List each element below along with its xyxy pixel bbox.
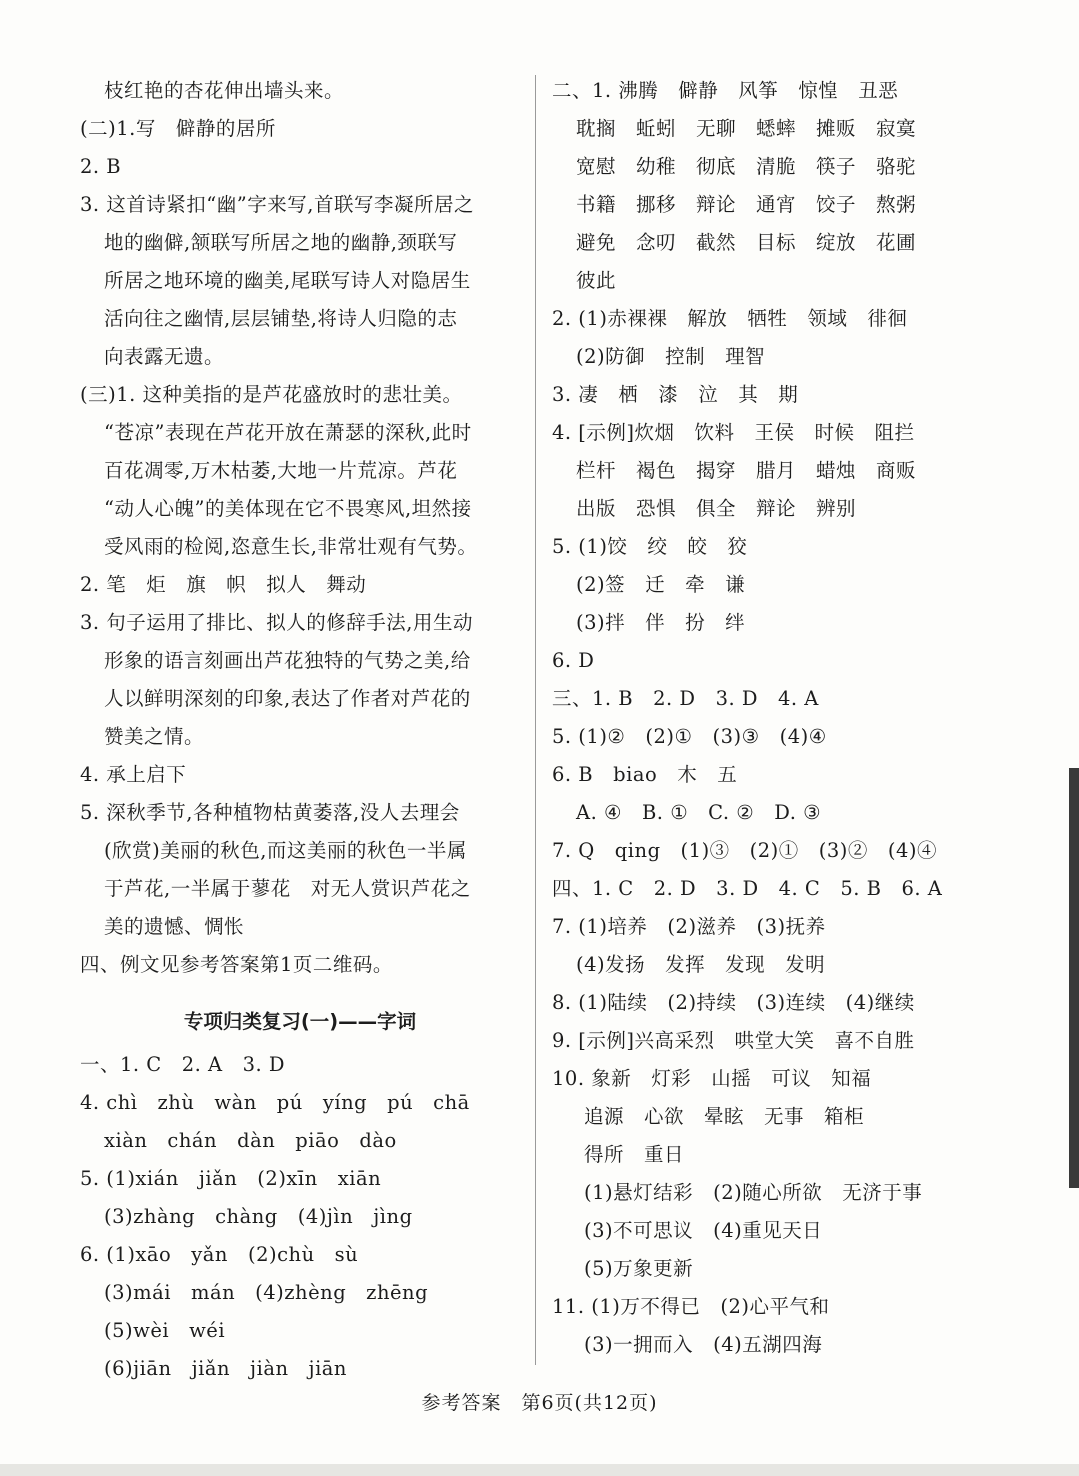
answer-line: (二)1.写 僻静的居所 <box>80 117 276 140</box>
answer-line: 5. (1)② (2)① (3)③ (4)④ <box>552 725 827 748</box>
page-footer: 参考答案 第6页(共12页) <box>421 1392 658 1414</box>
answer-line: 形象的语言刻画出芦花独特的气势之美,给 <box>104 649 471 672</box>
answer-line: (欣赏)美丽的秋色,而这美丽的秋色一半属 <box>104 839 467 862</box>
answer-line: 向表露无遗。 <box>104 345 225 368</box>
answer-line: 3. 凄 栖 漆 泣 其 期 <box>552 383 799 406</box>
answer-line: 二、1. 沸腾 僻静 风筝 惊惶 丑恶 <box>552 79 899 102</box>
answer-line: 于芦花,一半属于蓼花 对无人赏识芦花之 <box>104 877 471 900</box>
answer-line: 7. Q qing (1)③ (2)① (3)② (4)④ <box>552 839 938 862</box>
answer-line: (3)不可思议 (4)重见天日 <box>584 1219 823 1242</box>
answer-line: xiàn chán dàn piāo dào <box>104 1129 397 1152</box>
answer-line: 5. (1)xián jiǎn (2)xīn xiān <box>80 1167 382 1190</box>
answer-line: 得所 重日 <box>584 1143 685 1166</box>
answer-line: 4. chì zhù wàn pú yíng pú chā <box>80 1091 470 1114</box>
answer-line: 人以鲜明深刻的印象,表达了作者对芦花的 <box>104 687 471 710</box>
answer-line: 7. (1)培养 (2)滋养 (3)抚养 <box>552 915 826 938</box>
answer-line: 宽慰 幼稚 彻底 清脆 筷子 骆驼 <box>576 155 917 178</box>
answer-line: 一、1. C 2. A 3. D <box>80 1053 286 1076</box>
answer-line: (2)防御 控制 理智 <box>576 345 766 368</box>
answer-line: (3)mái mán (4)zhèng zhēng <box>104 1281 429 1304</box>
answer-line: (4)发扬 发挥 发现 发明 <box>576 953 826 976</box>
answer-line: 6. D <box>552 649 595 672</box>
left-answer-block <box>80 72 520 984</box>
answer-line: 6. (1)xāo yǎn (2)chù sù <box>80 1243 359 1266</box>
answer-line: (5)万象更新 <box>584 1257 694 1280</box>
answer-line: 9. [示例]兴高采烈 哄堂大笑 喜不自胜 <box>552 1029 915 1052</box>
answer-line: 5. (1)饺 绞 皎 狡 <box>552 535 748 558</box>
answer-line: 栏杆 褐色 揭穿 腊月 蜡烛 商贩 <box>576 459 917 482</box>
answer-line: 书籍 挪移 辩论 通宵 饺子 熬粥 <box>576 193 917 216</box>
answer-line: 枝红艳的杏花伸出墙头来。 <box>104 79 345 102</box>
answer-line: (2)签 迁 牵 谦 <box>576 573 746 596</box>
answer-line: 所居之地环境的幽美,尾联写诗人对隐居生 <box>104 269 471 292</box>
answer-line: 四、例文见参考答案第1页二维码。 <box>80 953 393 976</box>
answer-line: 4. [示例]炊烟 饮料 王侯 时候 阻拦 <box>552 421 915 444</box>
answer-line: (3)一拥而入 (4)五湖四海 <box>584 1333 823 1356</box>
answer-line: “苍凉”表现在芦花开放在萧瑟的深秋,此时 <box>104 421 472 444</box>
answer-line: 受风雨的检阅,恣意生长,非常壮观有气势。 <box>104 535 478 558</box>
left-answer-block-2 <box>80 1046 520 1388</box>
answer-line: 4. 承上启下 <box>80 763 187 786</box>
answer-line: 2. (1)赤裸裸 解放 牺牲 领域 徘徊 <box>552 307 908 330</box>
answer-line: 2. 笔 炬 旗 帜 拟人 舞动 <box>80 573 367 596</box>
answer-line: 3. 这首诗紧扣“幽”字来写,首联写李凝所居之 <box>80 193 474 216</box>
answer-line: 四、1. C 2. D 3. D 4. C 5. B 6. A <box>552 877 943 900</box>
answer-line: (3)拌 伴 扮 绊 <box>576 611 746 634</box>
answer-line: (6)jiān jiǎn jiàn jiān <box>104 1357 347 1380</box>
answer-line: 活向往之幽情,层层铺垫,将诗人归隐的志 <box>104 307 458 330</box>
scan-bottom-bar <box>0 1464 1079 1476</box>
answer-line: A. ④ B. ① C. ② D. ③ <box>576 801 822 824</box>
answer-line: (三)1. 这种美指的是芦花盛放时的悲壮美。 <box>80 383 463 406</box>
answer-line: (1)悬灯结彩 (2)随心所欲 无济于事 <box>584 1181 923 1204</box>
answer-line: 5. 深秋季节,各种植物枯黄萎落,没人去理会 <box>80 801 460 824</box>
answer-line: 彼此 <box>576 269 617 292</box>
column-divider <box>535 75 536 1365</box>
answer-line: 耽搁 蚯蚓 无聊 蟋蟀 摊贩 寂寞 <box>576 117 917 140</box>
answer-line: 美的遗憾、惆怅 <box>104 915 245 938</box>
answer-line: (3)zhàng chàng (4)jìn jìng <box>104 1205 413 1228</box>
left-column <box>80 72 520 1388</box>
answer-line: 3. 句子运用了排比、拟人的修辞手法,用生动 <box>80 611 474 634</box>
right-column <box>552 72 992 1364</box>
answer-line: (5)wèi wéi <box>104 1319 226 1342</box>
answer-line: 10. 象新 灯彩 山摇 可议 知福 <box>552 1067 872 1090</box>
answer-line: 6. B biao 木 五 <box>552 763 738 786</box>
answer-line: 2. B <box>80 155 122 178</box>
answer-line: 三、1. B 2. D 3. D 4. A <box>552 687 819 710</box>
scan-edge-mark <box>1069 768 1079 1188</box>
answer-line: 11. (1)万不得已 (2)心平气和 <box>552 1295 830 1318</box>
answer-line: 赞美之情。 <box>104 725 205 748</box>
section-title: 专项归类复习(一)——字词 <box>183 1010 417 1033</box>
answer-line: “动人心魄”的美体现在它不畏寒风,坦然接 <box>104 497 472 520</box>
answer-line: 地的幽僻,颔联写所居之地的幽静,颈联写 <box>104 231 458 254</box>
answer-line: 8. (1)陆续 (2)持续 (3)连续 (4)继续 <box>552 991 915 1014</box>
answer-line: 出版 恐惧 俱全 辩论 辨别 <box>576 497 857 520</box>
answer-line: 追源 心欲 晕眩 无事 箱柜 <box>584 1105 865 1128</box>
answer-line: 百花凋零,万木枯萎,大地一片荒凉。芦花 <box>104 459 458 482</box>
answer-line: 避免 念叨 截然 目标 绽放 花圃 <box>576 231 917 254</box>
